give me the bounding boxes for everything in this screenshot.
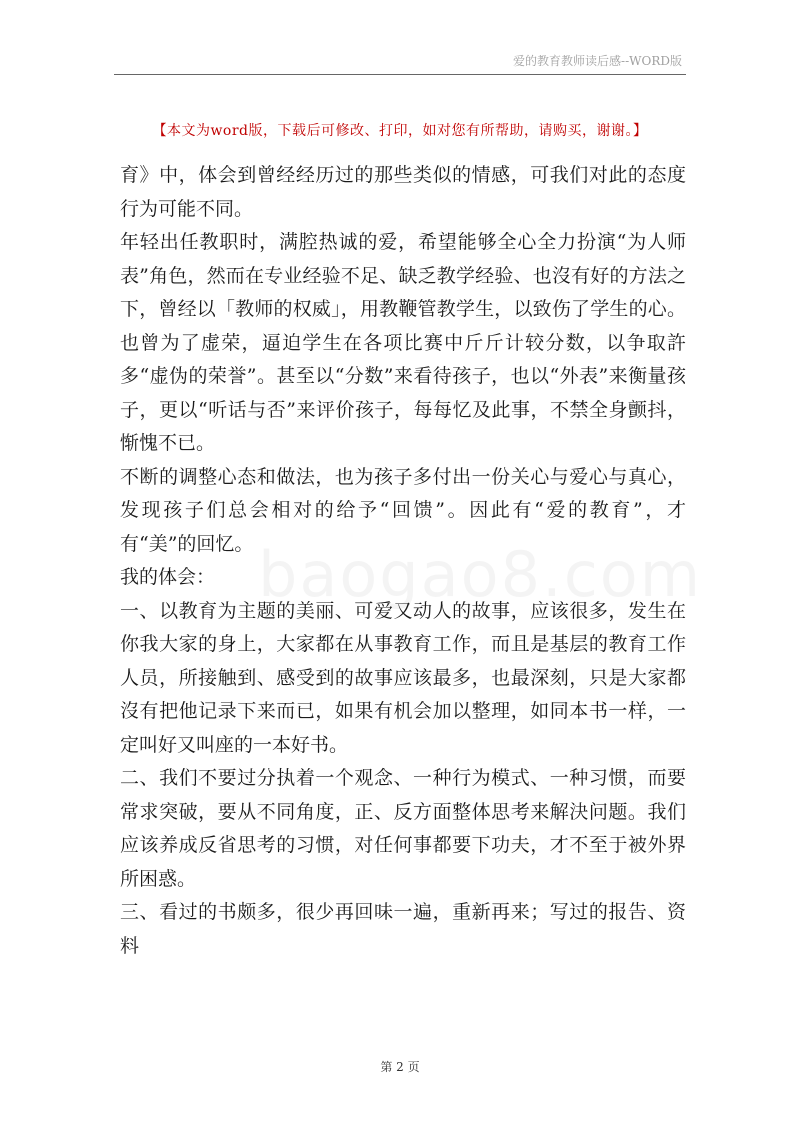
paragraph: 三、看过的书颇多，很少再回味一遍，重新再来；写过的报告、资料 [120,901,686,957]
header-divider [114,74,686,75]
body-text [120,159,686,963]
paragraph: 一、以教育为主题的美丽、可爱又动人的故事，应该很多，发生在你我大家的身上，大家都在从事教育工作，而且是基层的教育工作人员，所接触到、感受到的故事应该最多，也最深刻，只是大家都沒有把他记录下来而已，如果有机会加以整理，如同本书一样，一定叫好又叫座的一本好书。 [120,599,686,756]
paragraph: 不断的调整心态和做法，也为孩子多付出一份关心与爱心与真心，发现孩子们总会相对的给予“回馈”。因此有“爱的教育”，才有“美”的回忆。 [120,465,686,555]
paragraph: 我的体会： [120,566,216,588]
purchase-notice: 【本文为word版，下载后可修改、打印，如对您有所帮助，请购买，谢谢。】 [152,123,648,139]
paragraph: 年轻出任教职时，满腔热诚的爱，希望能够全心全力扮演“为人师表”角色，然而在专业经验不足、缺乏教学经验、也沒有好的方法之下，曾经以「教师的权威」，用教鞭管教学生，以致伤了学生的心。也曾为了虚荣，逼迫学生在各项比赛中斤斤计较分数，以争取許多“虚伪的荣誉”。甚至以“分数”来看待孩子，也以“外表”来衡量孩子，更以“听话与否”来评价孩子，每每忆及此事，不禁全身颤抖，惭愧不已。 [120,231,686,454]
paragraph: 育》中，体会到曾经经历过的那些类似的情感，可我们对此的态度行为可能不同。 [120,164,686,220]
paragraph: 二、我们不要过分执着一个观念、一种行为模式、一种习惯，而要常求突破，要从不同角度，正、反方面整体思考来解決问题。我们应该养成反省思考的习惯，对任何事都要下功夫，才不至于被外界所困惑。 [120,767,686,890]
page-number: 第 2 页 [380,1060,420,1074]
header-title: 爱的教育教师读后感--WORD版 [513,54,682,68]
